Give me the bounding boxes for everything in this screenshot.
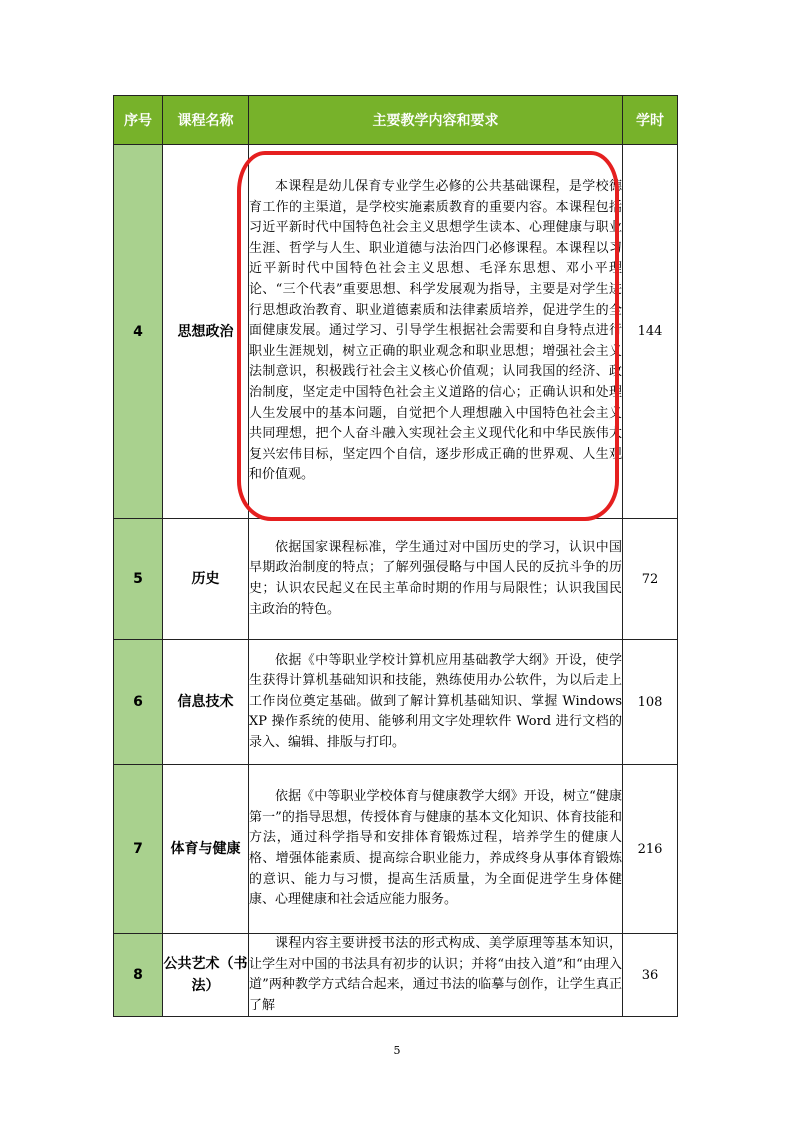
header-row (114, 96, 678, 145)
table-row (114, 519, 678, 640)
course-hours: 216 (623, 765, 678, 934)
course-content-text: 依据国家课程标准，学生通过对中国历史的学习，认识中国早期政治制度的特点；了解列强侵略与中国人民的反抗斗争的历史；认识农民起义在民主革命时期的作用与局限性；认识我国民主政治的特色。 (249, 539, 622, 617)
course-hours: 72 (623, 519, 678, 640)
course-name: 体育与健康 (163, 765, 249, 934)
course-name: 信息技术 (163, 640, 249, 765)
header-course-name: 课程名称 (163, 96, 249, 145)
course-name: 思想政治 (163, 145, 249, 519)
table-row (114, 765, 678, 934)
row-number: 6 (114, 640, 163, 765)
header-number: 序号 (114, 96, 163, 145)
course-content-text: 课程内容主要讲授书法的形式构成、美学原理等基本知识，让学生对中国的书法具有初步的认识；并将“由技入道”和“由理入道”两种教学方式结合起来，通过书法的临摹与创作，让学生真正了解 (249, 936, 622, 1013)
table-row (114, 640, 678, 765)
table-row (114, 934, 678, 1017)
course-hours: 36 (623, 934, 678, 1017)
course-content (249, 519, 623, 640)
header-hours: 学时 (623, 96, 678, 145)
course-hours: 108 (623, 640, 678, 765)
row-number: 4 (114, 145, 163, 519)
course-name: 历史 (163, 519, 249, 640)
course-name: 公共艺术（书法） (163, 934, 249, 1017)
curriculum-table (113, 95, 678, 1017)
page-number: 5 (393, 1044, 401, 1057)
row-number: 7 (114, 765, 163, 934)
row-number: 5 (114, 519, 163, 640)
course-content-text: 依据《中等职业学校计算机应用基础教学大纲》开设，使学生获得计算机基础知识和技能，熟练使用办公软件，为以后走上工作岗位奠定基础。做到了解计算机基础知识、掌握 Windows XP 操作系统的使用、能够利用文字处理软件 Word 进行文档的录入、编辑、排版与打印。 (249, 652, 622, 750)
course-content-text: 本课程是幼儿保育专业学生必修的公共基础课程，是学校德育工作的主渠道，是学校实施素质教育的重要内容。本课程包括习近平新时代中国特色社会主义思想学生读本、心理健康与职业生涯、哲学与人生、职业道德与法治四门必修课程。本课程以习近平新时代中国特色社会主义思想、毛泽东思想、邓小平理论、“三个代表”重要思想、科学发展观为指导，主要是对学生进行思想政治教育、职业道德素质和法律素质培养，促进学生的全面健康发展。通过学习、引导学生根据社会需要和自身特点进行职业生涯规划，树立正确的职业观念和职业思想；增强社会主义法制意识，积极践行社会主义核心价值观；认同我国的经济、政治制度，坚定走中国特色社会主义道路的信心；正确认识和处理人生发展中的基本问题，自觉把个人理想融入中国特色社会主义共同理想，把个人奋斗融入实现社会主义现代化和中华民族伟大复兴宏伟目标，坚定四个自信，逐步形成正确的世界观、人生观和价值观。 (249, 179, 622, 483)
course-content (249, 934, 623, 1017)
table-row (114, 145, 678, 519)
course-content-text: 依据《中等职业学校体育与健康教学大纲》开设，树立“健康第一”的指导思想，传授体育与健康的基本文化知识、体育技能和方法，通过科学指导和安排体育锻炼过程，培养学生的健康人格、增强体能素质、提高综合职业能力，养成终身从事体育锻炼的意识、能力与习惯，提高生活质量，为全面促进学生身体健康、心理健康和社会适应能力服务。 (249, 789, 622, 908)
course-content (249, 640, 623, 765)
row-number: 8 (114, 934, 163, 1017)
header-content: 主要教学内容和要求 (249, 96, 623, 145)
course-content (249, 145, 623, 519)
course-content (249, 765, 623, 934)
course-hours: 144 (623, 145, 678, 519)
